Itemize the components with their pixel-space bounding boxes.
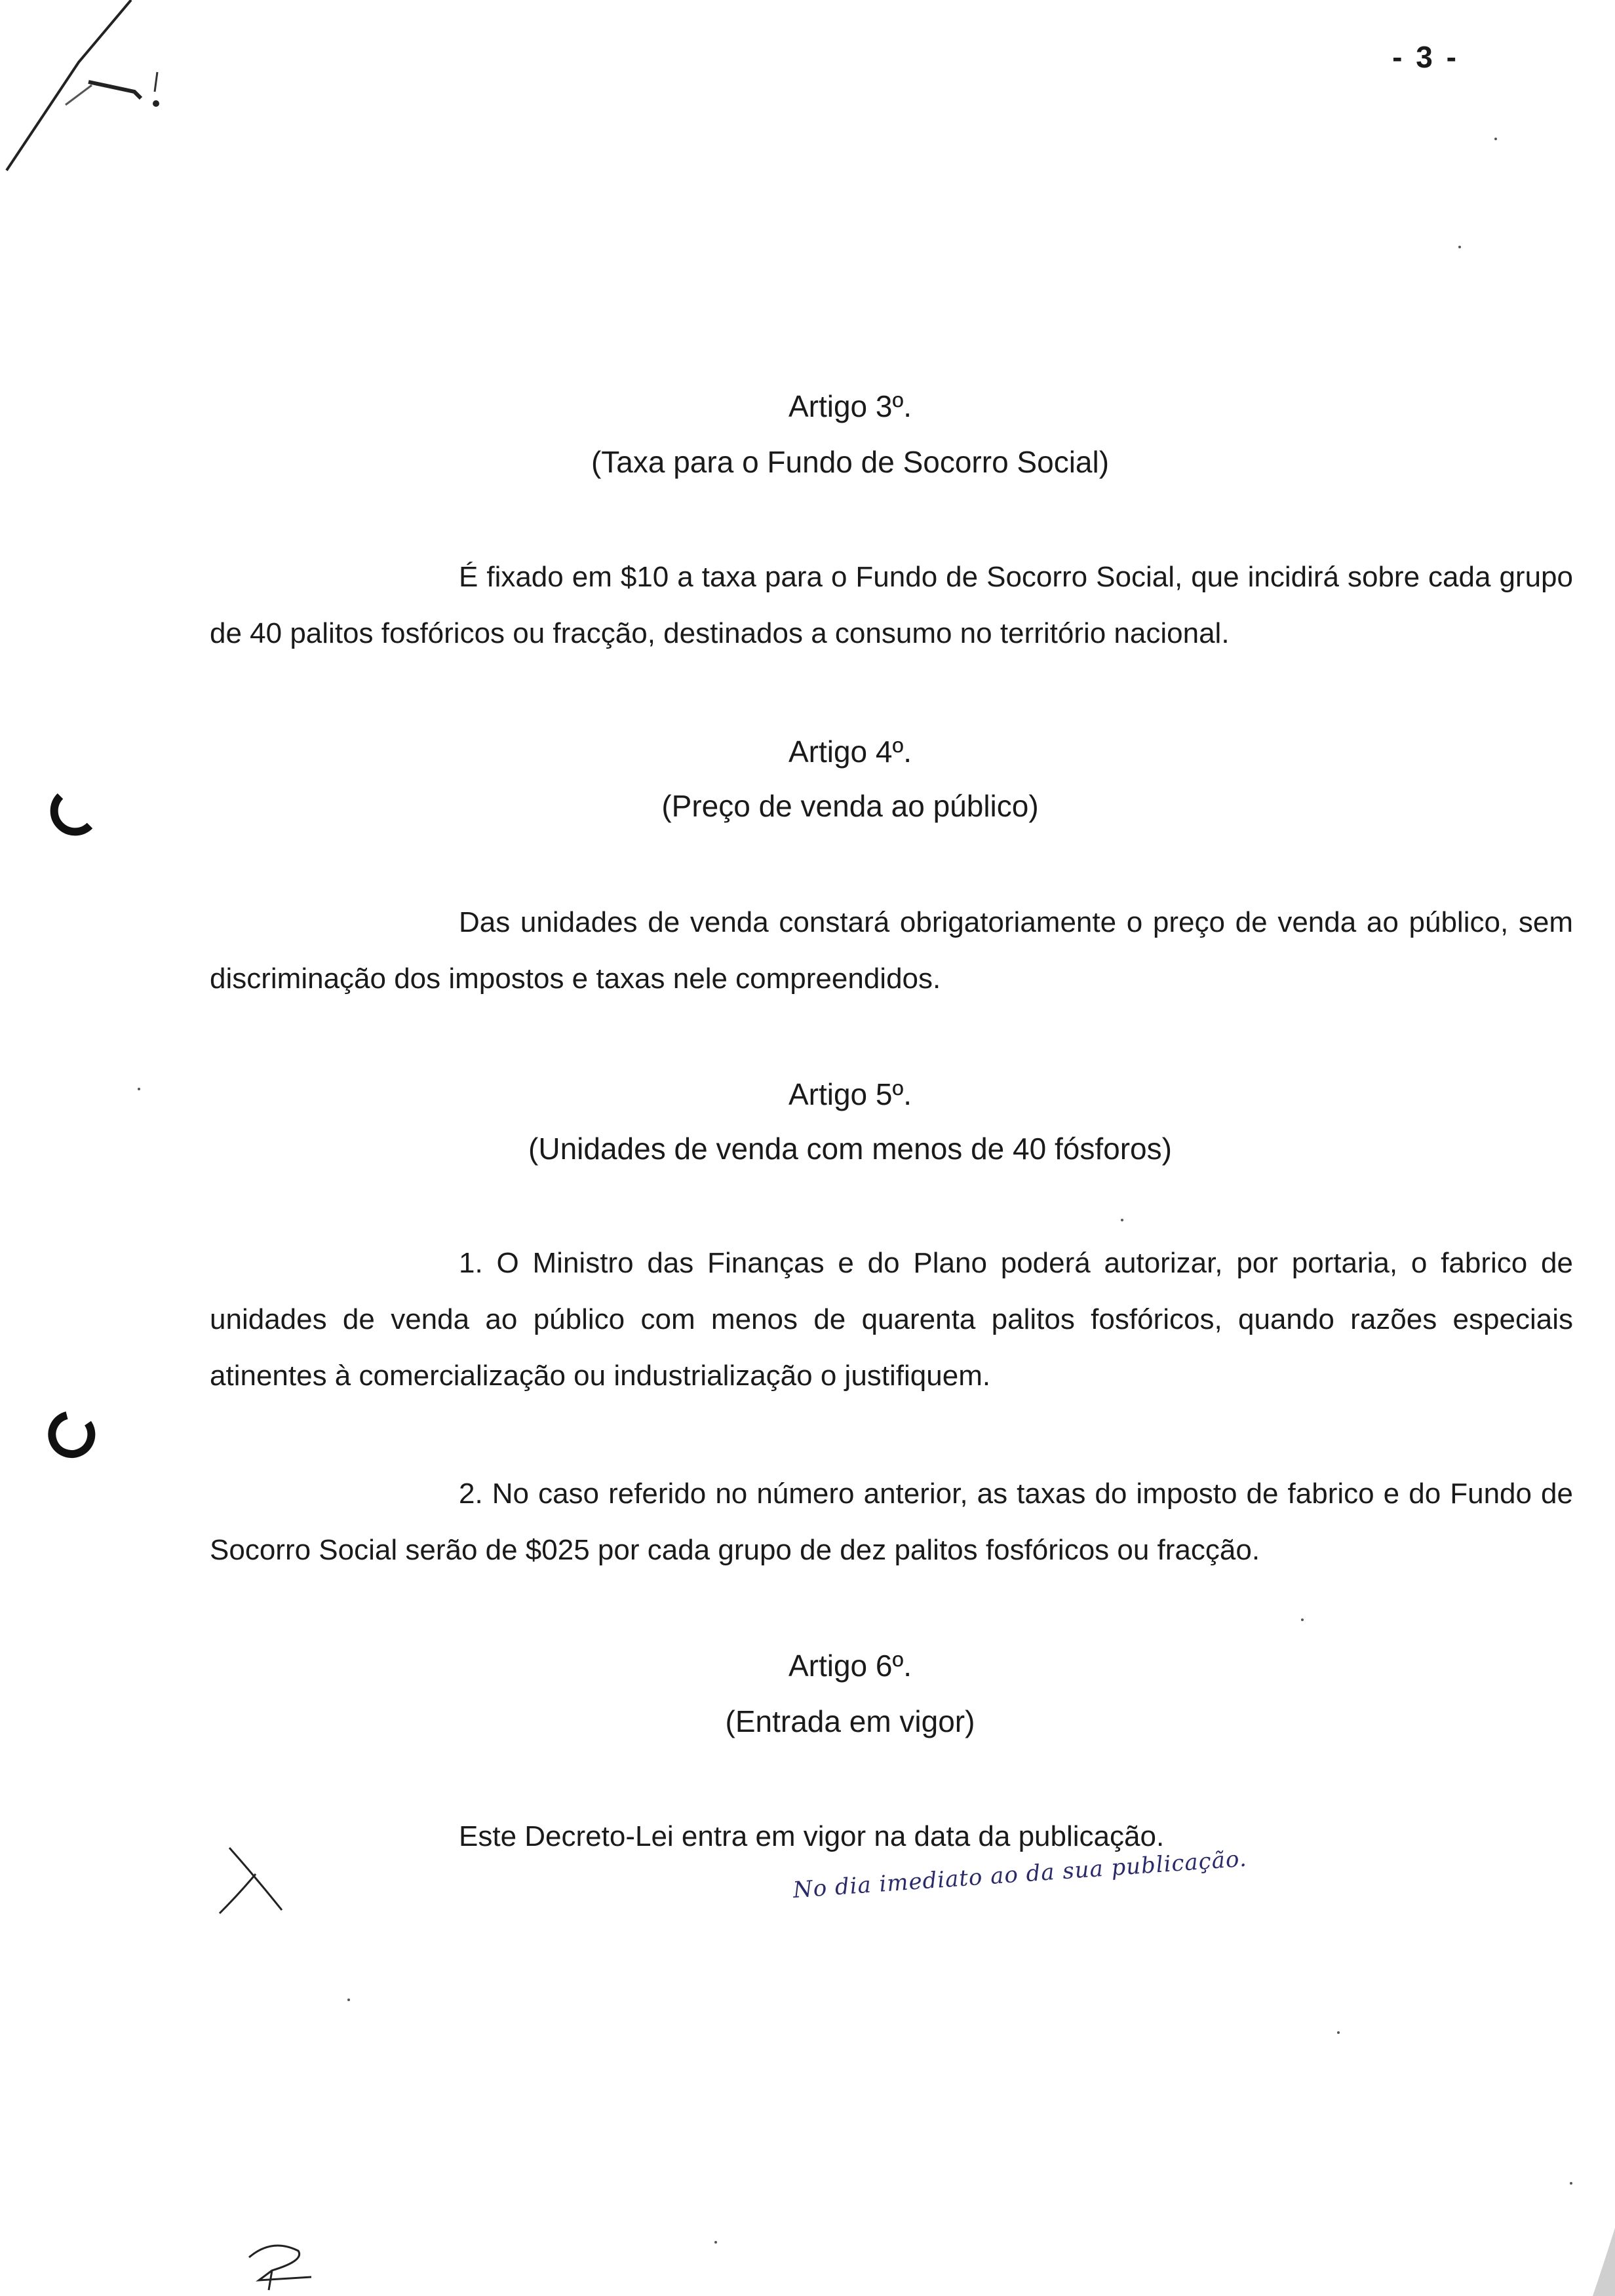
page-number: - 3 - xyxy=(1392,40,1459,74)
corner-stroke-mark xyxy=(0,0,197,183)
article-5-heading: Artigo 5º. xyxy=(788,1077,912,1111)
scan-speck xyxy=(1121,1219,1123,1221)
scan-speck xyxy=(138,1088,140,1090)
article-6-paragraph: Este Decreto-Lei entra em vigor na data da publicação. xyxy=(459,1820,1165,1852)
article-4-paragraph: Das unidades de venda constará obrigatoriamente o preço de venda ao público, sem discriminação dos impostos e taxas nele compreendidos. xyxy=(210,906,1573,995)
article-5-subtitle: (Unidades de venda com menos de 40 fósforos) xyxy=(528,1132,1172,1166)
article-4-subtitle: (Preço de venda ao público) xyxy=(661,789,1039,823)
scan-speck xyxy=(1494,138,1497,140)
article-3-paragraph: É fixado em $10 a taxa para o Fundo de Socorro Social, que incidirá sobre cada grupo de 40 palitos fosfóricos ou fracção, destinados a consumo no território nacional. xyxy=(210,561,1573,649)
binder-hole-mark-2 xyxy=(41,1409,100,1468)
scan-speck xyxy=(714,2241,717,2244)
handwritten-note: No dia imediato ao da sua publicação. xyxy=(792,1845,1248,1904)
corner-smudge xyxy=(1586,2228,1615,2296)
article-5-paragraph-1: 1. O Ministro das Finanças e do Plano poderá autorizar, por portaria, o fabrico de unidades de venda ao público com menos de quarenta palitos fosfóricos, quando razões especiais atinentes à comercialização ou industrialização o justifiquem. xyxy=(210,1247,1573,1392)
scan-speck xyxy=(1337,2031,1340,2034)
x-mark-annotation xyxy=(210,1838,302,1923)
scan-speck xyxy=(1301,1618,1304,1621)
scan-speck xyxy=(347,1999,350,2001)
signature-scribble xyxy=(233,2234,331,2293)
scan-speck xyxy=(1570,2182,1572,2185)
article-3-heading: Artigo 3º. xyxy=(788,389,912,423)
binder-hole-mark-1 xyxy=(41,790,100,849)
article-3-subtitle: (Taxa para o Fundo de Socorro Social) xyxy=(591,445,1110,479)
article-6-subtitle: (Entrada em vigor) xyxy=(725,1704,975,1738)
article-6-heading: Artigo 6º. xyxy=(788,1649,912,1683)
scan-speck xyxy=(1458,246,1461,248)
article-4-heading: Artigo 4º. xyxy=(788,735,912,769)
article-5-paragraph-2: 2. No caso referido no número anterior, as taxas do imposto de fabrico e do Fundo de Socorro Social serão de $025 por cada grupo de dez palitos fosfóricos ou fracção. xyxy=(210,1478,1573,1566)
